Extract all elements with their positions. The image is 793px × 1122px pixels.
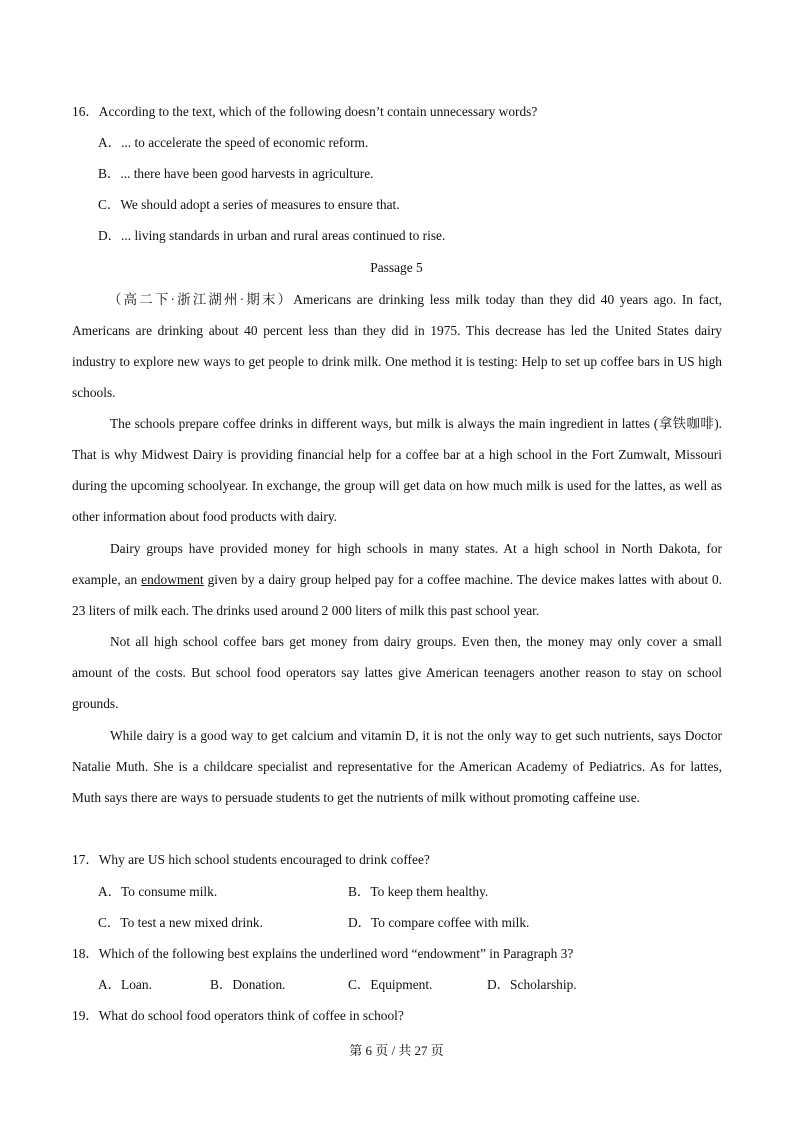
paragraph-3-text-after: given by a dairy group helped pay for a coffee machine. The device makes lattes with about 0. 23 liters of milk each. The drinks used around 2 000 liters of milk this past school year.: [72, 572, 722, 618]
q16-stem: 16．According to the text, which of the following doesn’t contain unnecessary words?: [72, 104, 538, 119]
paragraph-1: （高二下·浙江湖州·期末）Americans are drinking less milk today than they did 40 years ago. In fact, Americans are drinking about 40 percent less than they did in 1975. This decrease has led the United States dairy industry to explore new ways to get people to drink milk. One method it is testing: Help to set up coffee bars in US high schools.: [72, 292, 722, 400]
q17-option-b: B．To keep them healthy.: [348, 884, 489, 899]
underlined-word-endowment: endowment: [141, 572, 204, 587]
q16-option-b: B．... there have been good harvests in agriculture.: [98, 166, 374, 181]
q18-option-a: A．Loan.: [98, 977, 152, 992]
paragraph-5: While dairy is a good way to get calcium and vitamin D, it is not the only way to get such nutrients, says Doctor Natalie Muth. She is a childcare specialist and representative for the American Academy of Pediatrics. As for lattes, Muth says there are ways to persuade students to get the nutrients of milk without promoting caffeine use.: [72, 728, 722, 805]
paragraph-2: The schools prepare coffee drinks in different ways, but milk is always the main ingredient in lattes (拿铁咖啡). That is why Midwest Dairy is providing financial help for a coffee bar at a high school in the Fort Zumwalt, Missouri during the upcoming schoolyear. In exchange, the group will get data on how much milk is used for the lattes, as well as other information about food products with dairy.: [72, 416, 722, 524]
q16-option-a: A．... to accelerate the speed of economic reform.: [98, 135, 369, 150]
q17-option-d: D．To compare coffee with milk.: [348, 915, 530, 930]
q18-option-b: B．Donation.: [210, 977, 286, 992]
q18-option-c: C．Equipment.: [348, 977, 433, 992]
paragraph-4: Not all high school coffee bars get money from dairy groups. Even then, the money may only cover a small amount of the costs. But school food operators say lattes give American teenagers another reason to stay on school grounds.: [72, 634, 722, 711]
q16-option-c: C．We should adopt a series of measures to ensure that.: [98, 197, 400, 212]
paragraph-3-text-before: Dairy groups have provided money for high schools in many states. At a high school in North Dakota, for example, an: [72, 541, 722, 587]
q17-option-a: A．To consume milk.: [98, 884, 218, 899]
q19-stem: 19．What do school food operators think of coffee in school?: [72, 1008, 404, 1023]
q16-option-d: D．... living standards in urban and rural areas continued to rise.: [98, 228, 446, 243]
page-footer: 第 6 页 / 共 27 页: [349, 1043, 444, 1058]
passage-title: Passage 5: [370, 260, 423, 275]
q17-stem: 17．Why are US hich school students encouraged to drink coffee?: [72, 852, 430, 867]
q17-option-c: C．To test a new mixed drink.: [98, 915, 263, 930]
paragraph-3: [72, 533, 722, 626]
q18-stem: 18．Which of the following best explains the underlined word “endowment” in Paragraph 3?: [72, 946, 574, 961]
q18-option-d: D．Scholarship.: [487, 977, 577, 992]
